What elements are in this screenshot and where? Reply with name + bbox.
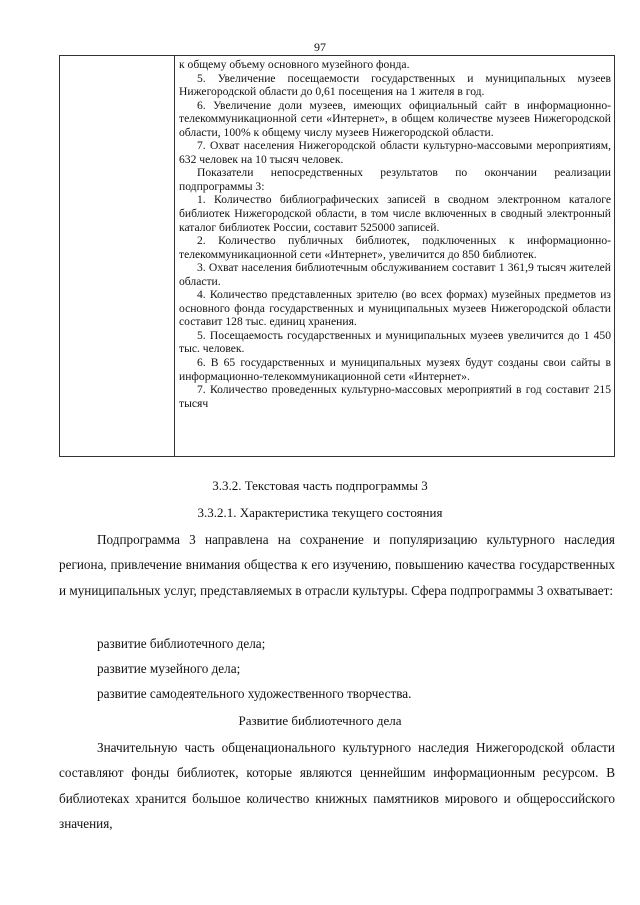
list-item: развитие музейного дела; <box>97 661 241 676</box>
table-line: 4. Количество представленных зрителю (во всех формах) музейных предметов из основного фонда государственных и муниципальных музеев Нижегородской области составит 128 тыс. единиц хранения. <box>179 288 611 329</box>
page-number: 97 <box>314 40 326 54</box>
table-content-cell <box>179 58 611 410</box>
table-line: 7. Количество проведенных культурно-массовых мероприятий в год составит 215 тысяч <box>179 383 611 410</box>
table-line: 5. Посещаемость государственных и муниципальных музеев увеличится до 1 450 тыс. человек. <box>179 328 611 356</box>
table-line: 2. Количество публичных библиотек, подключенных к информационно-телекоммуникационной сети «Интернет», увеличится до 850 библиотек. <box>179 234 611 261</box>
table-line: к общему объему основного музейного фонда. <box>179 58 410 71</box>
subsection-heading: 3.3.2.1. Характеристика текущего состояния <box>197 505 443 520</box>
list-item: развитие самодеятельного художественного творчества. <box>97 686 412 701</box>
list-item: развитие библиотечного дела; <box>97 636 266 651</box>
table-line: 1. Количество библиографических записей в сводном электронном каталоге библиотек Нижегородской области, в том числе включенных в сводный электронный каталог библиотек России, составит 525000 записей. <box>179 193 611 234</box>
table-line: 6. Увеличение доли музеев, имеющих официальный сайт в информационно-телекоммуникационной сети «Интернет», в общем количестве музеев Нижегородской области, 100% к общему числу музеев Нижегородской области. <box>179 98 611 139</box>
intro-paragraph: Подпрограмма 3 направлена на сохранение и популяризацию культурного наследия региона, привлечение внимания общества к его изучению, повышению качества государственных и муниципальных услуг, представляемых в отрасли культуры. Сфера подпрограммы 3 охватывает: <box>59 532 615 598</box>
topic-heading: Развитие библиотечного дела <box>238 713 402 728</box>
table-line: 6. В 65 государственных и муниципальных музеях будут созданы свои сайты в информационно-телекоммуникационной сети «Интернет». <box>179 356 611 383</box>
section-heading: 3.3.2. Текстовая часть подпрограммы 3 <box>212 478 428 493</box>
table-line: Показатели непосредственных результатов по окончании реализации подпрограммы 3: <box>179 166 611 193</box>
table-line: 5. Увеличение посещаемости государственных и муниципальных музеев Нижегородской области до 0,61 посещения на 1 жителя в год. <box>179 71 611 99</box>
continuation-table <box>59 55 615 457</box>
table-line: 7. Охват населения Нижегородской области культурно-массовыми мероприятиям, 632 человек на 10 тысяч человек. <box>179 139 611 166</box>
library-paragraph: Значительную часть общенационального культурного наследия Нижегородской области составляют фонды библиотек, которые являются ценнейшим информационным ресурсом. В библиотеках хранится большое количество книжных памятников мирового и общероссийского значения, <box>59 740 615 832</box>
table-line: 3. Охват населения библиотечным обслуживанием составит 1 361,9 тысяч жителей области. <box>179 261 611 288</box>
table-column-divider <box>174 56 175 456</box>
